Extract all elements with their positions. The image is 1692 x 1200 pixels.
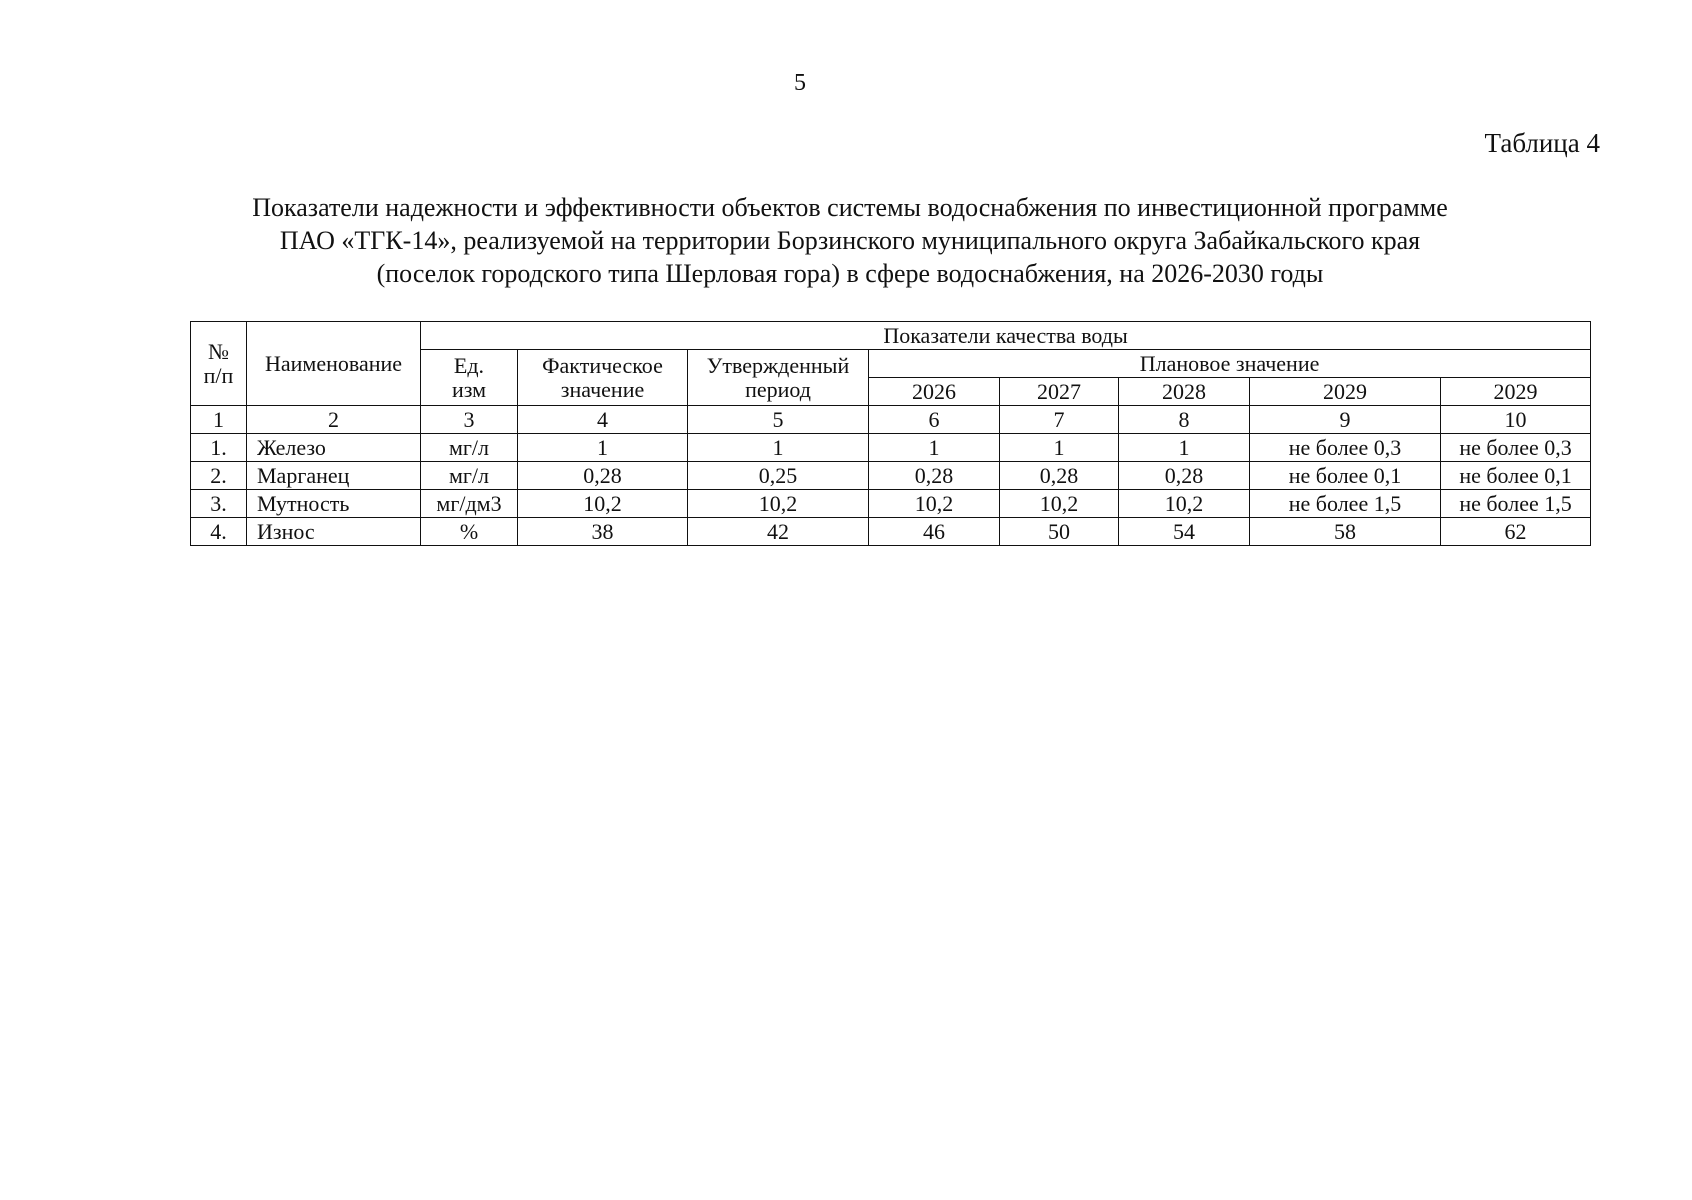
header-actual-line-2: значение (560, 376, 645, 402)
row-year-2029-second: не более 1,5 (1441, 490, 1591, 518)
column-number: 1 (191, 406, 247, 434)
row-year-2027: 10,2 (1000, 490, 1119, 518)
header-num (191, 322, 247, 406)
row-year-2029: 58 (1250, 518, 1441, 546)
header-name: Наименование (247, 322, 421, 406)
row-name: Железо (247, 434, 421, 462)
table-row (191, 434, 1591, 462)
row-num: 2. (191, 462, 247, 490)
header-actual (518, 350, 688, 406)
header-actual-line-1: Фактическое (542, 352, 663, 378)
header-unit-line-1: Ед. (453, 352, 485, 378)
table-label: Таблица 4 (1484, 128, 1600, 158)
column-number: 6 (869, 406, 1000, 434)
row-year-2028: 10,2 (1119, 490, 1250, 518)
header-approved (688, 350, 869, 406)
table-row (191, 490, 1591, 518)
row-year-2029-second: 62 (1441, 518, 1591, 546)
header-year: 2028 (1119, 378, 1250, 406)
row-approved: 10,2 (688, 490, 869, 518)
document-title (160, 191, 1540, 290)
row-actual: 38 (518, 518, 688, 546)
header-unit (421, 350, 518, 406)
row-name: Износ (247, 518, 421, 546)
header-row-1 (191, 322, 1591, 350)
row-year-2028: 54 (1119, 518, 1250, 546)
column-number: 2 (247, 406, 421, 434)
row-year-2029: не более 0,3 (1250, 434, 1441, 462)
row-name: Марганец (247, 462, 421, 490)
column-number: 4 (518, 406, 688, 434)
header-planned-group: Плановое значение (869, 350, 1591, 378)
column-number: 8 (1119, 406, 1250, 434)
row-year-2026: 10,2 (869, 490, 1000, 518)
row-year-2029-second: не более 0,3 (1441, 434, 1591, 462)
row-name: Мутность (247, 490, 421, 518)
page-number: 5 (794, 70, 806, 96)
table-row (191, 518, 1591, 546)
column-number: 9 (1250, 406, 1441, 434)
header-year: 2027 (1000, 378, 1119, 406)
indicators-table (190, 321, 1591, 546)
row-year-2028: 1 (1119, 434, 1250, 462)
row-unit: мг/дм3 (421, 490, 518, 518)
header-quality-group: Показатели качества воды (421, 322, 1591, 350)
header-num-line-1: № (208, 338, 229, 364)
row-actual: 0,28 (518, 462, 688, 490)
header-year: 2029 (1250, 378, 1441, 406)
column-number: 7 (1000, 406, 1119, 434)
row-approved: 1 (688, 434, 869, 462)
header-num-line-2: п/п (203, 362, 234, 388)
row-year-2027: 1 (1000, 434, 1119, 462)
header-approved-line-2: период (745, 376, 811, 402)
row-actual: 1 (518, 434, 688, 462)
row-year-2027: 0,28 (1000, 462, 1119, 490)
header-unit-line-2: изм (451, 376, 487, 402)
row-year-2029: не более 1,5 (1250, 490, 1441, 518)
row-actual: 10,2 (518, 490, 688, 518)
row-year-2026: 0,28 (869, 462, 1000, 490)
column-number: 10 (1441, 406, 1591, 434)
row-year-2027: 50 (1000, 518, 1119, 546)
row-approved: 42 (688, 518, 869, 546)
row-unit: мг/л (421, 462, 518, 490)
column-number: 5 (688, 406, 869, 434)
header-year: 2029 (1441, 378, 1591, 406)
row-year-2029-second: не более 0,1 (1441, 462, 1591, 490)
row-year-2029: не более 0,1 (1250, 462, 1441, 490)
table-row (191, 462, 1591, 490)
title-line-2: ПАО «ТГК-14», реализуемой на территории Борзинского муниципального округа Забайкальского края (279, 226, 1421, 255)
row-year-2026: 1 (869, 434, 1000, 462)
row-num: 4. (191, 518, 247, 546)
row-year-2026: 46 (869, 518, 1000, 546)
row-num: 3. (191, 490, 247, 518)
row-year-2028: 0,28 (1119, 462, 1250, 490)
header-year: 2026 (869, 378, 1000, 406)
row-unit: % (421, 518, 518, 546)
row-approved: 0,25 (688, 462, 869, 490)
header-approved-line-1: Утвержденный (706, 352, 850, 378)
title-line-3: (поселок городского типа Шерловая гора) в сфере водоснабжения, на 2026-2030 годы (376, 259, 1324, 288)
title-line-1: Показатели надежности и эффективности объектов системы водоснабжения по инвестиционной программе (252, 193, 1448, 222)
column-numbers-row (191, 406, 1591, 434)
column-number: 3 (421, 406, 518, 434)
row-unit: мг/л (421, 434, 518, 462)
row-num: 1. (191, 434, 247, 462)
